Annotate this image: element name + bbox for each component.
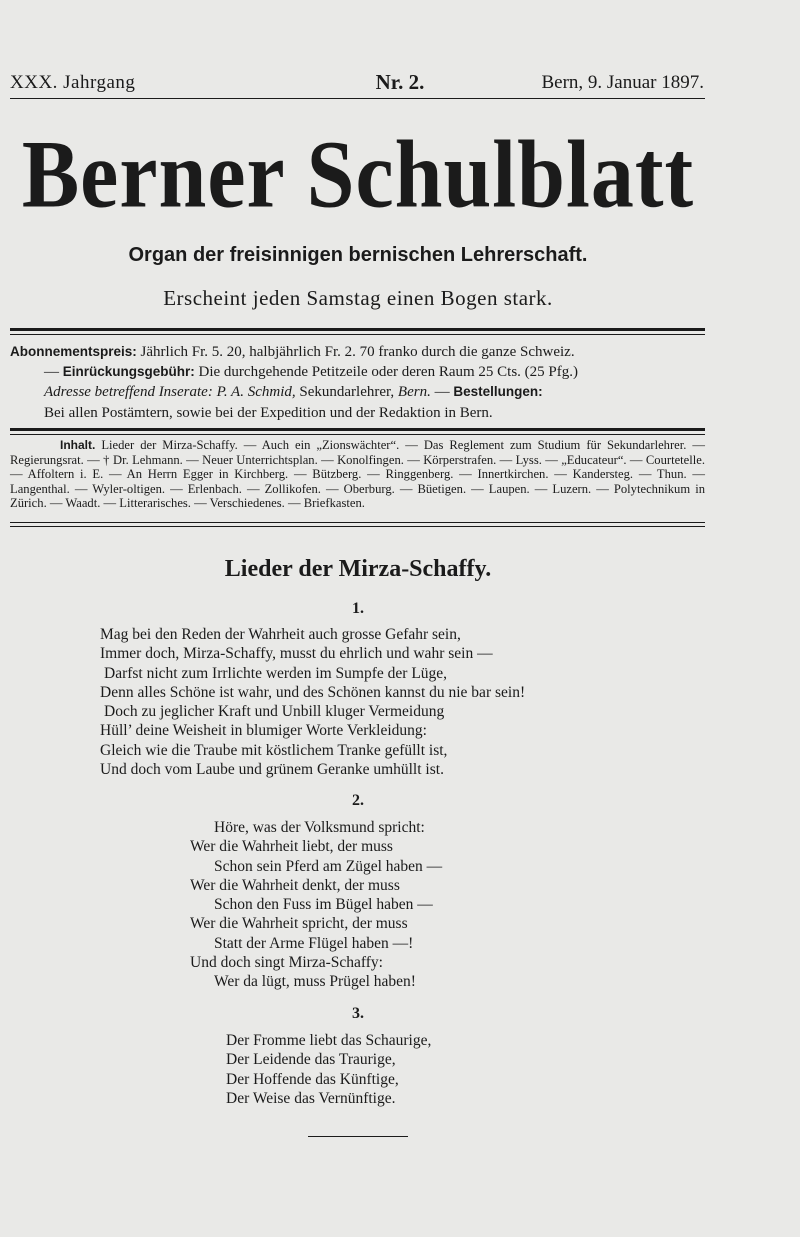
contents-label: Inhalt. xyxy=(60,438,96,452)
verse-line: Der Leidende das Traurige, xyxy=(226,1051,396,1069)
poem-section-2 xyxy=(190,818,442,992)
double-rule-mid-thin xyxy=(10,434,705,435)
verse-line: Denn alles Schöne ist wahr, und des Schönen kannst du nie bar sein! xyxy=(100,683,526,701)
orders-label: Bestellungen: xyxy=(453,384,543,399)
issue-number: Nr. 2. xyxy=(375,70,425,94)
address-city: Bern. xyxy=(397,384,431,400)
verse-line: Mag bei den Reden der Wahrheit auch grosse Gefahr sein, xyxy=(100,626,461,643)
insertion-fee-text: Die durchgehende Petitzeile oder deren Raum 25 Cts. (25 Pfg.) xyxy=(194,364,578,380)
contents-text: Lieder der Mirza-Schaffy. — Auch ein „Zionswächter“. — Das Reglement zum Studium für Sekundarlehrer. — Regierungsrat. — † Dr. Lehmann. — Neuer Unterrichtsplan. — Konolfingen. — Körperstrafen. — Lyss. — „Educateur“. — Courtetelle. — Affoltern i. E. — An Herrn Egger in Kirchberg. — Bützberg. — Ringgenberg. — Innertkirchen. — Kandersteg. — Thun. — Langenthal. — Wyler-oltigen. — Erlenbach. — Zollikofen. — Oberburg. — Büetigen. — Laupen. — Luzern. — Polytechnikum in Zürich. — Waadt. — Litterarisches. — Verschiedenes. — Briefkasten. xyxy=(10,438,705,511)
verse-line: Höre, was der Volksmund spricht: xyxy=(214,819,425,836)
double-rule-top-thick xyxy=(10,328,705,331)
table-of-contents xyxy=(10,438,705,511)
closing-rule xyxy=(308,1136,408,1137)
verse-line: Doch zu jeglicher Kraft und Unbill kluger Vermeidung xyxy=(104,703,445,721)
poem-title: Lieder der Mirza-Schaffy. xyxy=(224,556,492,582)
double-rule-bottom-thin xyxy=(10,522,705,523)
verse-line: Wer die Wahrheit spricht, der muss xyxy=(190,915,408,933)
publication-frequency: Erscheint jeden Samstag einen Bogen stark. xyxy=(163,286,553,310)
verse-line: Und doch singt Mirza-Schaffy: xyxy=(190,954,383,972)
insertion-fee-label: Einrückungsgebühr: xyxy=(62,364,195,379)
verse-line: Statt der Arme Flügel haben —! xyxy=(214,934,414,952)
subscription-line-1 xyxy=(10,344,575,361)
verse-line: Schon den Fuss im Bügel haben — xyxy=(214,896,433,914)
verse-line: Schon sein Pferd am Zügel haben — xyxy=(214,857,443,875)
verse-line: Wer die Wahrheit liebt, der muss xyxy=(190,838,393,856)
section-number: 1. xyxy=(352,600,364,617)
header-rule xyxy=(10,98,705,99)
double-rule-bottom-thin-2 xyxy=(10,526,705,527)
section-number: 3. xyxy=(352,1005,364,1022)
verse-line: Darfst nicht zum Irrlichte werden im Sumpfe der Lüge, xyxy=(104,664,448,682)
verse-line: Der Fromme liebt das Schaurige, xyxy=(226,1032,432,1049)
double-rule-mid-thick xyxy=(10,428,705,431)
verse-line: Hüll’ deine Weisheit in blumiger Worte Verkleidung: xyxy=(100,722,427,740)
subscription-line-2 xyxy=(44,364,578,381)
verse-line: Immer doch, Mirza-Schaffy, musst du ehrlich und wahr sein — xyxy=(100,645,493,663)
volume-label: XXX. Jahrgang xyxy=(10,72,136,93)
subscription-price-label: Abonnementspreis: xyxy=(10,344,137,359)
address-text: Sekundarlehrer, xyxy=(295,384,398,400)
subscription-line-3 xyxy=(44,384,543,401)
dash-prefix: — xyxy=(44,364,63,380)
verse-line: Der Weise das Vernünftige. xyxy=(226,1089,396,1107)
verse-line: Gleich wie die Traube mit köstlichem Tranke gefüllt ist, xyxy=(100,741,448,759)
subscription-line-4: Bei allen Postämtern, sowie bei der Expedition und der Redaktion in Bern. xyxy=(44,405,493,421)
verse-line: Wer die Wahrheit denkt, der muss xyxy=(190,876,400,894)
subscription-price-text: Jährlich Fr. 5. 20, halbjährlich Fr. 2. 70 franko durch die ganze Schweiz. xyxy=(136,344,575,360)
verse-line: Der Hoffende das Künftige, xyxy=(226,1070,399,1088)
place-date: Bern, 9. Januar 1897. xyxy=(541,72,704,93)
address-label: Adresse betreffend Inserate: xyxy=(44,384,213,400)
verse-line: Wer da lügt, muss Prügel haben! xyxy=(214,973,416,991)
poem-section-1 xyxy=(100,625,525,779)
dash-separator: — xyxy=(430,384,454,400)
section-number: 2. xyxy=(352,792,364,809)
address-name: P. A. Schmid, xyxy=(212,384,296,400)
double-rule-top-thin xyxy=(10,334,705,335)
poem-section-3 xyxy=(226,1031,431,1108)
masthead-title: Berner Schulblatt xyxy=(21,120,695,228)
verse-line: Und doch vom Laube und grünem Geranke umhüllt ist. xyxy=(100,761,444,779)
masthead-subtitle: Organ der freisinnigen bernischen Lehrerschaft. xyxy=(128,244,588,266)
